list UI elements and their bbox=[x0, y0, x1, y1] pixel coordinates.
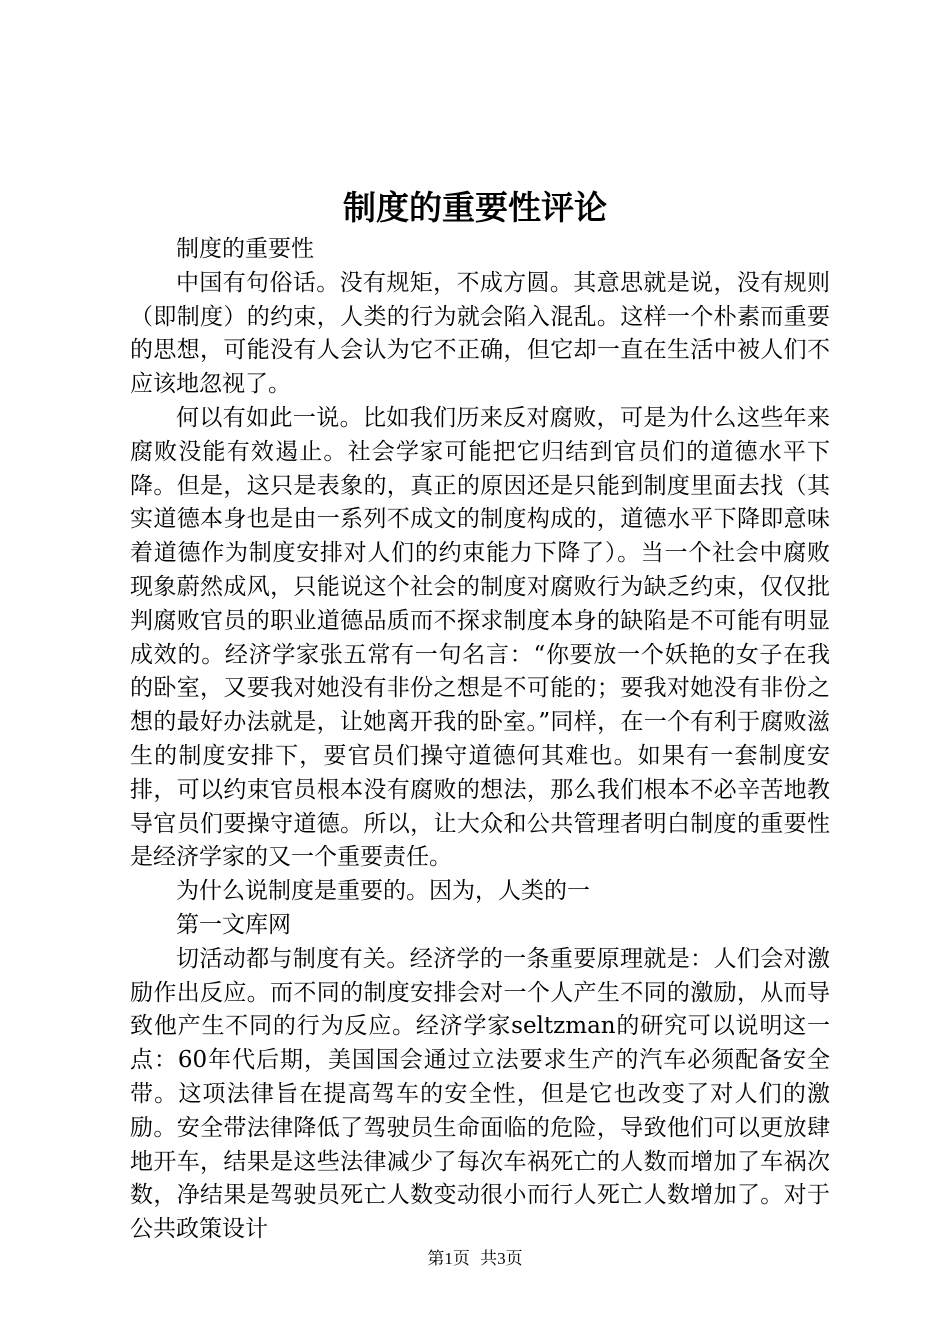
paragraph: 切活动都与制度有关。经济学的一条重要原理就是：人们会对激励作出反应。而不同的制度安排会对一个人产生不同的激励，从而导致他产生不同的行为反应。经济学家seltzman的研究可以说明这一点：60年代后期，美国国会通过立法要求生产的汽车必须配备安全带。这项法律旨在提高驾车的安全性，但是它也改变了对人们的激励。安全带法律降低了驾驶员生命面临的危险，导致他们可以更放肆地开车，结果是这些法律减少了每次车祸死亡的人数而增加了车祸次数，净结果是驾驶员死亡人数变动很小而行人死亡人数增加了。对于公共政策设计 bbox=[130, 945, 830, 1243]
document-title: 制度的重要性评论 bbox=[343, 188, 607, 227]
paragraph-source: 第一文库网 bbox=[176, 911, 291, 938]
paragraph-subtitle: 制度的重要性 bbox=[176, 236, 314, 262]
document-body bbox=[130, 233, 830, 1247]
paragraph: 为什么说制度是重要的。因为，人类的一 bbox=[176, 878, 590, 905]
page-total: 共3页 bbox=[480, 1249, 523, 1268]
paragraph: 何以有如此一说。比如我们历来反对腐败，可是为什么这些年来腐败没能有效遏止。社会学家可能把它归结到官员们的道德水平下降。但是，这只是表象的，真正的原因还是只能到制度里面去找（其实道德本身也是由一系列不成文的制度构成的，道德水平下降即意味着道德作为制度安排对人们的约束能力下降了）。当一个社会中腐败现象蔚然成风，只能说这个社会的制度对腐败行为缺乏约束，仅仅批判腐败官员的职业道德品质而不探求制度本身的缺陷是不可能有明显成效的。经济学家张五常有一句名言：“你要放一个妖艳的女子在我的卧室，又要我对她没有非份之想是不可能的；要我对她没有非份之想的最好办法就是，让她离开我的卧室。”同样，在一个有利于腐败滋生的制度安排下，要官员们操守道德何其难也。如果有一套制度安排，可以约束官员根本没有腐败的想法，那么我们根本不必辛苦地教导官员们要操守道德。所以，让大众和公共管理者明白制度的重要性是经济学家的又一个重要责任。 bbox=[130, 404, 830, 871]
paragraph: 中国有句俗话。没有规矩，不成方圆。其意思就是说，没有规则（即制度）的约束，人类的行为就会陷入混乱。这样一个朴素而重要的思想，可能没有人会认为它不正确，但它却一直在生活中被人们不应该地忽视了。 bbox=[130, 269, 830, 398]
page-footer bbox=[0, 1244, 950, 1269]
page-number: 第1页 bbox=[427, 1249, 470, 1268]
